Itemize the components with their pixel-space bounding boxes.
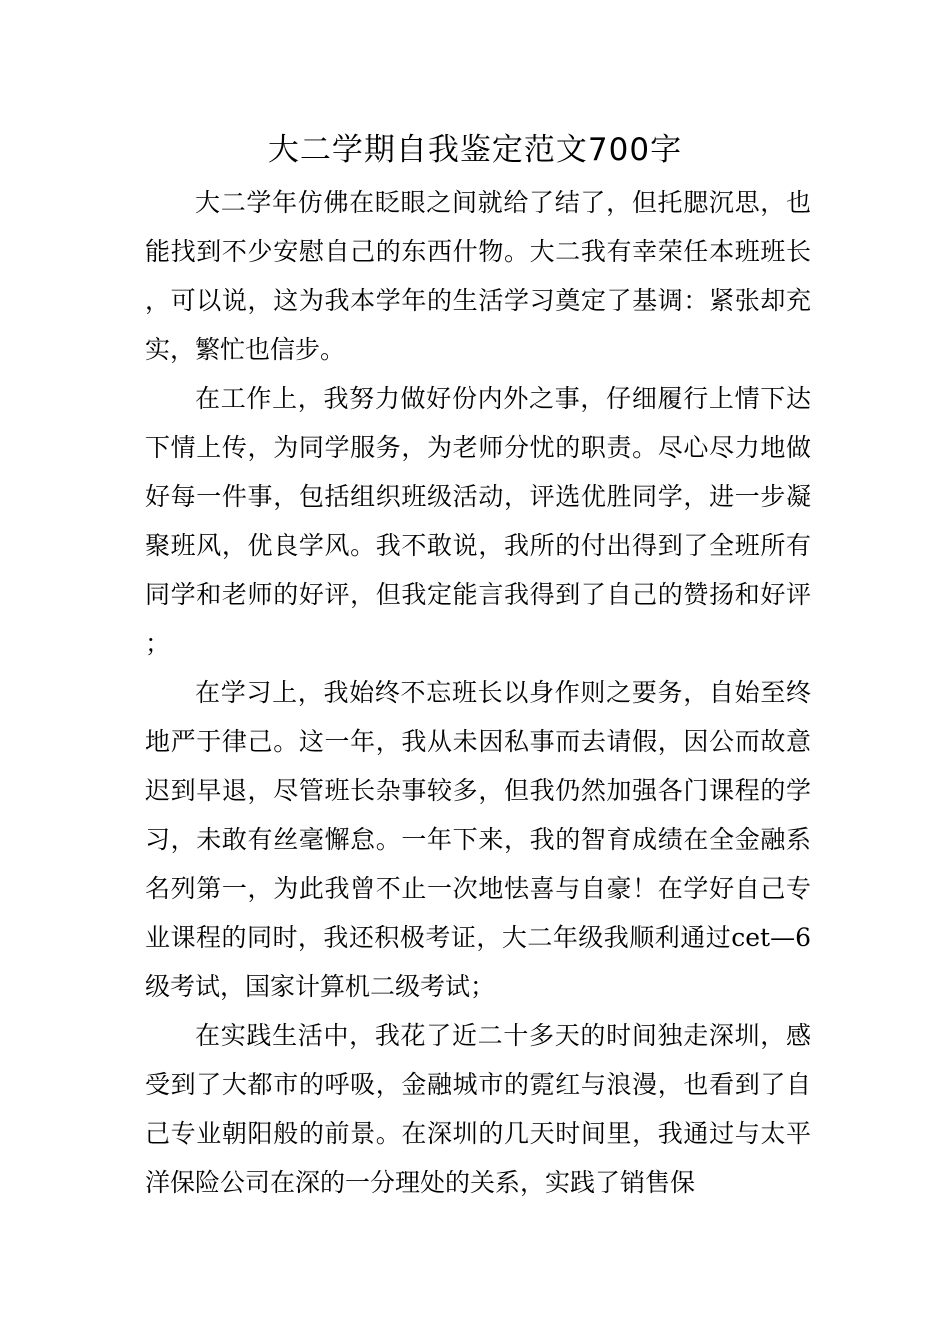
paragraph-practice: 在实践生活中，我花了近二十多天的时间独走深圳，感受到了大都市的呼吸，金融城市的霓红与浪漫，也看到了自己专业朝阳般的前景。在深圳的几天时间里，我通过与太平洋保险公司在深的一分理处的关系，实践了销售保 [145, 1021, 811, 1197]
paragraph-study: 在学习上，我始终不忘班长以身作则之要务，自始至终地严于律己。这一年，我从未因私事而去请假，因公而故意迟到早退，尽管班长杂事较多，但我仍然加强各门课程的学习，未敢有丝毫懈怠。一年下来，我的智育成绩在全金融系名列第一，为此我曾不止一次地怯喜与自豪！在学好自己专业课程的同时，我还积极考证，大二年级我顺利通过cet—6级考试，国家计算机二级考试； [145, 678, 811, 1001]
document-body [145, 178, 811, 1207]
document-title: 大二学期自我鉴定范文700字 [267, 132, 683, 168]
paragraph-intro: 大二学年仿佛在眨眼之间就给了结了，但托腮沉思，也能找到不少安慰自己的东西什物。大二我有幸荣任本班班长，可以说，这为我本学年的生活学习奠定了基调：紧张却充实，繁忙也信步。 [145, 188, 811, 364]
paragraph-work: 在工作上，我努力做好份内外之事，仔细履行上情下达下情上传，为同学服务，为老师分忧的职责。尽心尽力地做好每一件事，包括组织班级活动，评选优胜同学，进一步凝聚班风，优良学风。我不敢说，我所的付出得到了全班所有同学和老师的好评，但我定能言我得到了自己的赞扬和好评； [145, 384, 811, 658]
